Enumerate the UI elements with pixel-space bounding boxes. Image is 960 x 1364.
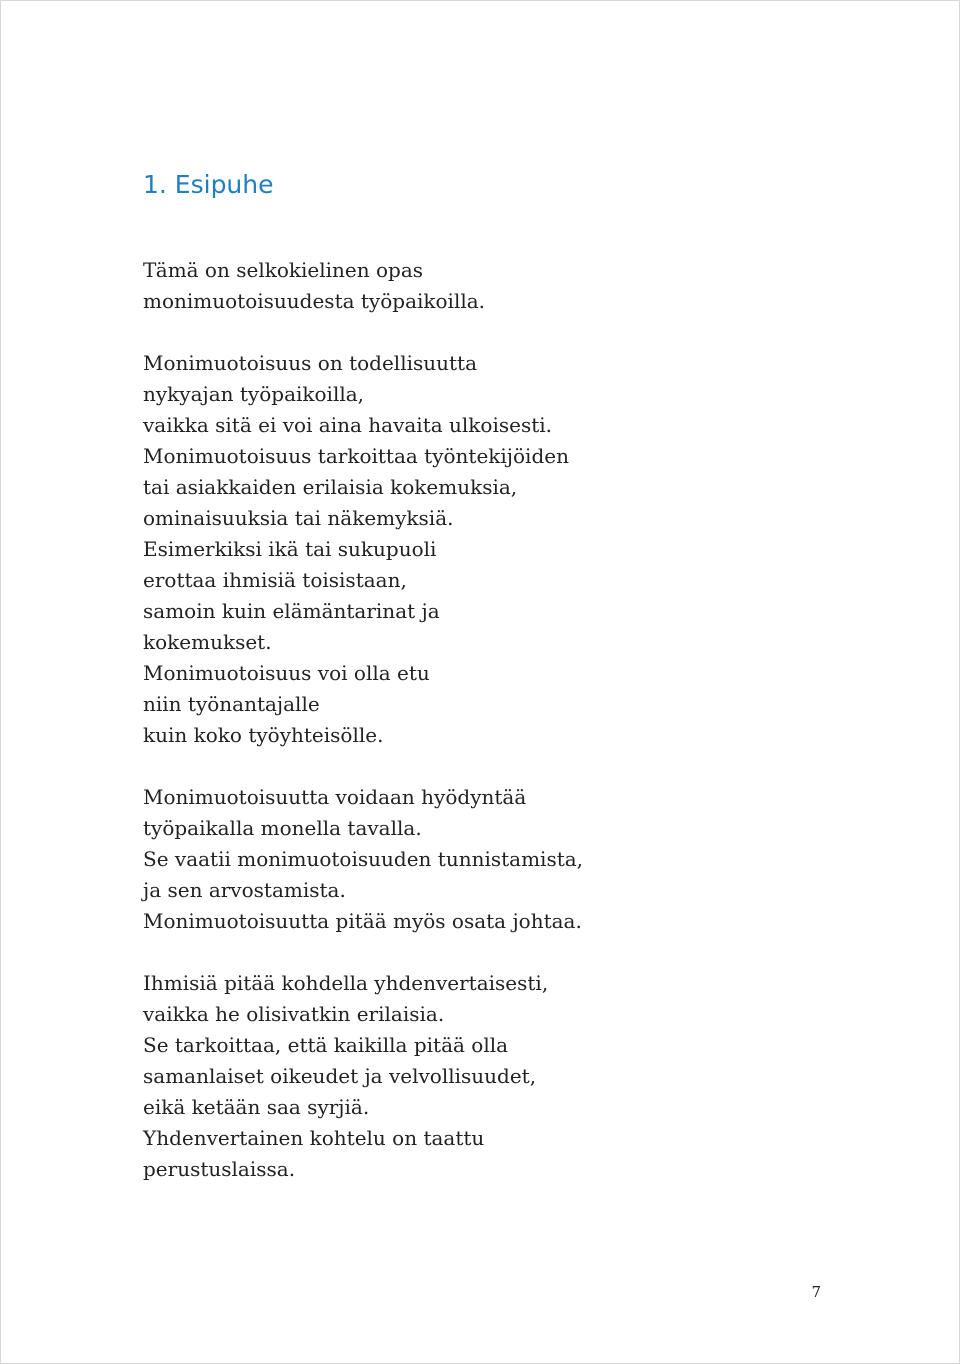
text-line: ominaisuuksia tai näkemyksiä. xyxy=(143,506,454,530)
text-line: perustuslaissa. xyxy=(143,1157,296,1181)
text-line: Tämä on selkokielinen opas xyxy=(143,258,423,282)
text-line: Se vaatii monimuotoisuuden tunnistamista, xyxy=(143,847,584,871)
text-line: Ihmisiä pitää kohdella yhdenvertaisesti, xyxy=(143,971,549,995)
text-line: vaikka he olisivatkin erilaisia. xyxy=(143,1002,445,1026)
text-line: Se tarkoittaa, että kaikilla pitää olla xyxy=(143,1033,509,1057)
text-line: tai asiakkaiden erilaisia kokemuksia, xyxy=(143,475,518,499)
text-line: ja sen arvostamista. xyxy=(143,878,346,902)
text-line: erottaa ihmisiä toisistaan, xyxy=(143,568,407,592)
text-line: samoin kuin elämäntarinat ja xyxy=(143,599,440,623)
text-line: Monimuotoisuus tarkoittaa työntekijöiden xyxy=(143,444,569,468)
text-line: työpaikalla monella tavalla. xyxy=(143,816,422,840)
text-line: kuin koko työyhteisölle. xyxy=(143,723,384,747)
text-line: samanlaiset oikeudet ja velvollisuudet, xyxy=(143,1064,537,1088)
text-line: Monimuotoisuus voi olla etu xyxy=(143,661,430,685)
text-line: niin työnantajalle xyxy=(143,692,320,716)
text-line: Yhdenvertainen kohtelu on taattu xyxy=(143,1126,485,1150)
text-line: Monimuotoisuutta voidaan hyödyntää xyxy=(143,785,527,809)
text-line: kokemukset. xyxy=(143,630,272,654)
text-line: Monimuotoisuutta pitää myös osata johtaa. xyxy=(143,909,582,933)
text-line: Esimerkiksi ikä tai sukupuoli xyxy=(143,537,437,561)
section-heading: 1. Esipuhe xyxy=(143,170,274,199)
text-line: nykyajan työpaikoilla, xyxy=(143,382,365,406)
paragraph xyxy=(143,968,843,1185)
text-line: vaikka sitä ei voi aina havaita ulkoisesti. xyxy=(143,413,553,437)
text-line: monimuotoisuudesta työpaikoilla. xyxy=(143,289,486,313)
text-line: eikä ketään saa syrjiä. xyxy=(143,1095,370,1119)
paragraph xyxy=(143,255,843,317)
text-line: Monimuotoisuus on todellisuutta xyxy=(143,351,478,375)
page-number: 7 xyxy=(811,1283,821,1301)
paragraph xyxy=(143,782,843,937)
body-text xyxy=(143,255,843,1216)
paragraph xyxy=(143,348,843,751)
